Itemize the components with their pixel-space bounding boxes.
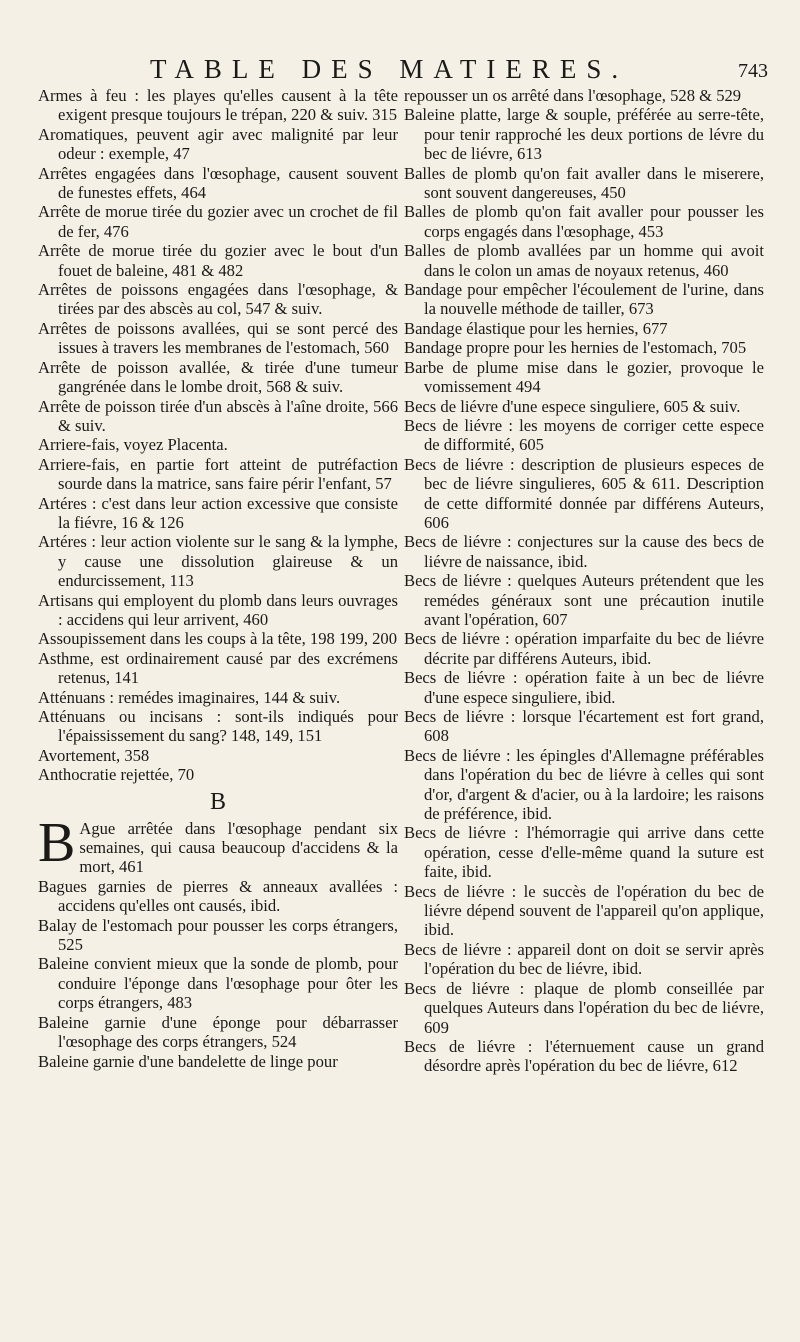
index-entry: Baleine convient mieux que la sonde de plomb, pour conduire l'éponge dans l'œsophage pour ôter les corps étrangers, 483 — [38, 954, 398, 1013]
index-entry: Arriere-fais, en partie fort atteint de putréfaction sourde dans la matrice, sans faire périr l'enfant, 57 — [38, 454, 398, 494]
index-entry: Anthocratie rejettée, 70 — [38, 765, 195, 785]
right-column — [404, 86, 764, 1076]
index-entry: Baleine garnie d'une éponge pour débarrasser l'œsophage des corps étrangers, 524 — [38, 1012, 398, 1052]
index-entry: Becs de liévre : le succès de l'opération du bec de liévre dépend souvent de l'appareil qu'on applique, ibid. — [404, 881, 764, 940]
index-entry: Balles de plomb qu'on fait avaller pour pousser les corps engagés dans l'œsophage, 453 — [404, 202, 764, 241]
index-entry: Arrêtes engagées dans l'œsophage, causent souvent de funestes effets, 464 — [38, 163, 398, 203]
index-entry: Barbe de plume mise dans le gozier, provoque le vomissement 494 — [404, 357, 764, 397]
index-entry: Becs de liévre : les épingles d'Allemagne préférables dans l'opération du bec de liévre à celles qui sont d'or, d'argent & d'acier, ou à la lardoire; les raisons de préférence, ibid. — [404, 745, 764, 824]
index-entry: Bandage pour empêcher l'écoulement de l'urine, dans la nouvelle méthode de tailler, 673 — [404, 280, 764, 319]
index-entry: Bagues garnies de pierres & anneaux avallées : accidens qu'elles ont causés, ibid. — [38, 876, 398, 916]
drop-cap: B — [38, 811, 76, 874]
index-entry: Balay de l'estomach pour pousser les corps étrangers, 525 — [38, 915, 398, 955]
index-entry: Arrête de poisson tirée d'un abscès à l'aîne droite, 566 & suiv. — [38, 396, 398, 435]
section-letter: B — [209, 788, 226, 815]
index-entry: Avortement, 358 — [38, 745, 150, 765]
index-entry: Atténuans : remédes imaginaires, 144 & suiv. — [38, 687, 341, 707]
index-entry: Aromatiques, peuvent agir avec malignité par leur odeur : exemple, 47 — [38, 124, 398, 164]
index-entry: Balles de plomb qu'on fait avaller dans le miserere, sont souvent dangereuses, 450 — [404, 163, 764, 203]
index-entry: Atténuans ou incisans : sont-ils indiqués pour l'épaississement du sang? 148, 149, 151 — [38, 707, 398, 746]
index-entry: Becs de liévre : l'hémorragie qui arrive dans cette opération, cesse d'elle-même quand la suture est faite, ibid. — [404, 823, 764, 882]
index-entry: Balles de plomb avallées par un homme qui avoit dans le colon un amas de noyaux retenus, 460 — [404, 241, 764, 280]
index-entry: Becs de liévre : opération imparfaite du bec de liévre décrite par différens Auteurs, ibid. — [404, 629, 764, 668]
index-entry: Artéres : c'est dans leur action excessive que consiste la fiévre, 16 & 126 — [38, 493, 398, 532]
index-entry: Becs de liévre : l'éternuement cause un grand désordre après l'opération du bec de liévre, 612 — [404, 1036, 764, 1076]
index-entry: Becs de liévre : plaque de plomb conseillée par quelques Auteurs dans l'opération du bec de liévre, 609 — [404, 978, 764, 1037]
index-entry: repousser un os arrêté dans l'œsophage, 528 & 529 — [404, 86, 742, 105]
index-entry: Arrête de morue tirée du gozier avec le bout d'un fouet de baleine, 481 & 482 — [38, 241, 398, 280]
running-title: TABLE DES MATIERES. — [150, 54, 629, 84]
index-entry: Becs de liévre : appareil dont on doit se servir après l'opération du bec de liévre, ibid. — [404, 939, 764, 979]
index-entry: Becs de liévre : description de plusieurs especes de bec de liévre singulieres, 605 & 611. Description de cette difformité donnée par différens Auteurs, 606 — [404, 454, 764, 532]
index-entry: Arrête de morue tirée du gozier avec un crochet de fil de fer, 476 — [38, 202, 398, 241]
index-entry: Artéres : leur action violente sur le sang & la lymphe, y cause une dissolution glaireuse & un endurcissement, 113 — [38, 532, 398, 591]
index-entry: Becs de liévre d'une espece singuliere, 605 & suiv. — [404, 396, 741, 416]
index-entry: Baleine garnie d'une bandelette de linge pour — [38, 1051, 338, 1071]
index-entry: Arrêtes de poissons avallées, qui se sont percé des issues à travers les membranes de l'estomach, 560 — [38, 318, 398, 358]
index-entry: Asthme, est ordinairement causé par des excrémens retenus, 141 — [38, 648, 398, 688]
index-entry: Bandage élastique pour les hernies, 677 — [404, 318, 668, 338]
index-entry: Baleine platte, large & souple, préférée au serre-tête, pour tenir rapproché les deux portions de lévre du bec de liévre, 613 — [404, 105, 764, 164]
dropcap-entry-text: Ague arrêtée dans l'œsophage pendant six semaines, qui causa beaucoup d'accidens & la mort, 461 — [79, 818, 398, 877]
index-entry: Armes à feu : les playes qu'elles causent à la tête exigent presque toujours le trépan, 220 & suiv. 315 — [38, 86, 398, 125]
dropcap-entry — [38, 811, 398, 877]
index-entry: Artisans qui employent du plomb dans leurs ouvrages : accidens qui leur arrivent, 460 — [38, 590, 398, 629]
index-entry: Becs de liévre : lorsque l'écartement est fort grand, 608 — [404, 707, 764, 746]
index-entry: Arrêtes de poissons engagées dans l'œsophage, & tirées par des abscès au col, 547 & suiv. — [38, 280, 398, 319]
index-entry: Becs de liévre : opération faite à un bec de liévre d'une espece singuliere, ibid. — [404, 668, 764, 707]
index-entry: Arriere-fais, voyez Placenta. — [38, 435, 228, 455]
index-entry: Arrête de poisson avallée, & tirée d'une tumeur gangrénée dans le lombe droit, 568 & suiv. — [38, 357, 398, 397]
index-entry: Assoupissement dans les coups à la tête, 198 199, 200 — [38, 629, 398, 649]
left-column — [38, 86, 398, 1071]
index-entry: Becs de liévre : quelques Auteurs prétendent que les remédes généraux sont une précaution inutile avant l'opération, 607 — [404, 571, 764, 629]
page-number: 743 — [738, 60, 768, 82]
index-entry: Bandage propre pour les hernies de l'estomach, 705 — [404, 338, 747, 358]
index-entry: Becs de liévre : conjectures sur la cause des becs de liévre de naissance, ibid. — [404, 532, 764, 571]
index-entry: Becs de liévre : les moyens de corriger cette espece de difformité, 605 — [404, 415, 764, 455]
